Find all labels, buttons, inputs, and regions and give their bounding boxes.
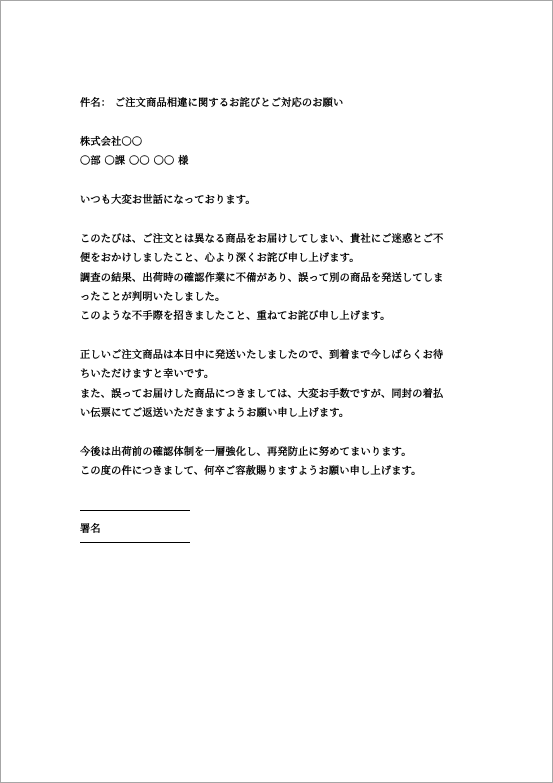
paragraph2-line: 正しいご注文商品は本日中に発送いたしましたので、到着まで今しばらくお待	[80, 350, 444, 362]
paragraph2-line: ちいただけますと幸いです。	[80, 369, 215, 381]
paragraph1-line: ったことが判明いたしました。	[80, 291, 226, 303]
paragraph2-line: また、誤ってお届けした商品につきましては、大変お手数ですが、同封の着払	[80, 388, 444, 400]
paragraph3-line: 今後は出荷前の確認体制を一層強化し、再発防止に努めてまいります。	[80, 447, 412, 459]
signature-label: 署名	[80, 524, 101, 536]
greeting: いつも大変お世話になっております。	[80, 194, 256, 206]
paragraph1-line: このたびは、ご注文とは異なる商品をお届けしてしまい、貴社にご迷惑とご不	[80, 233, 444, 245]
paragraph1-line: 調査の結果、出荷時の確認作業に不備があり、誤って別の商品を発送してしま	[80, 272, 444, 284]
paragraph1-line: このような不手際を招きましたこと、重ねてお詫び申し上げます。	[80, 311, 391, 323]
signature-rule-top	[80, 510, 190, 511]
paragraph3-line: この度の件につきまして、何卒ご容赦賜りますようお願い申し上げます。	[80, 466, 422, 478]
paragraph1-line: 便をおかけしましたこと、心より深くお詫び申し上げます。	[80, 253, 360, 265]
letter-body	[80, 94, 480, 552]
signature-rule-bottom	[80, 542, 190, 543]
subject-line: 件名： ご注文商品相違に関するお詫びとご対応のお願い	[80, 98, 344, 109]
recipient-person: 〇部 〇課 〇〇 〇〇 様	[80, 156, 189, 168]
paragraph2-line: い伝票にてご返送いただきますようお願い申し上げます。	[80, 408, 350, 420]
recipient-company: 株式会社〇〇	[80, 136, 143, 148]
